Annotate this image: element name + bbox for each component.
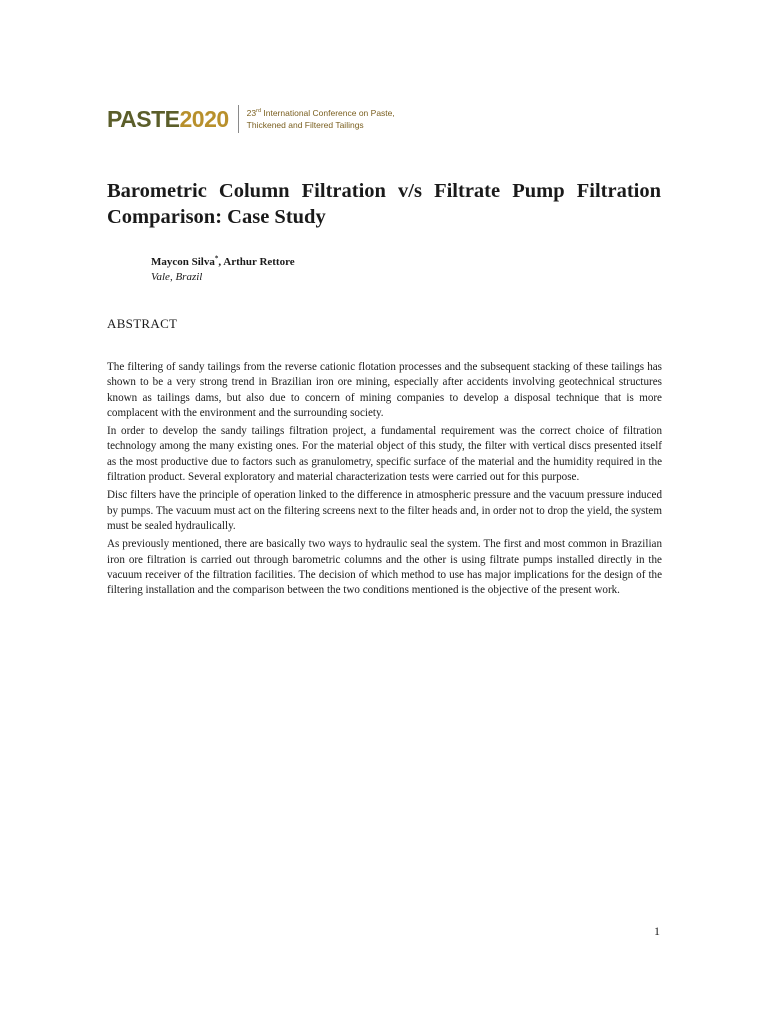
abstract-paragraph: As previously mentioned, there are basically two ways to hydraulic seal the system. The first and most common in Brazilian iron ore filtration is carried out through barometric columns and the other is using filtrate pumps installed directly in the vacuum receiver of the filtration facilities. The decision of which method to use has major implications for the design of the filtering installation and the comparison between the two conditions mentioned is the objective of the present work. <box>107 538 662 597</box>
abstract-body <box>107 360 662 601</box>
conference-name-line2: Thickened and Filtered Tailings <box>246 120 364 130</box>
abstract-heading: ABSTRACT <box>107 316 178 331</box>
conference-logo-year: 2020 <box>179 105 229 132</box>
author-first: Maycon Silva <box>151 256 215 268</box>
header-divider <box>238 105 239 133</box>
author-affiliation: Vale, Brazil <box>151 271 203 283</box>
conference-logo-paste: PASTE <box>107 105 180 132</box>
conference-name <box>247 107 395 131</box>
abstract-paragraph: The filtering of sandy tailings from the reverse cationic flotation processes and the subsequent stacking of these tailings has shown to be a very strong trend in Brazilian iron ore mining, especially after accidents involving geotechnical structures known as tailings dams, but also due to concern of mining companies to develop a disposal technique that is more complacent with the environment and the surrounding society. <box>107 361 662 419</box>
author-list <box>151 255 295 269</box>
conference-name-line1: 23rd International Conference on Paste, <box>246 108 395 118</box>
author-separator: , <box>218 256 224 268</box>
corresponding-author-marker: * <box>214 254 219 263</box>
conference-header <box>107 104 395 134</box>
paper-title: Barometric Column Filtration v/s Filtrate Pump Filtration Comparison: Case Study <box>107 180 661 228</box>
page-number: 1 <box>654 924 660 938</box>
author-second: Arthur Rettore <box>223 256 295 268</box>
abstract-paragraph: In order to develop the sandy tailings filtration project, a fundamental requirement was the correct choice of filtration technology among the many existing ones. For the material object of this study, the filter with vertical discs presented itself as the most productive due to factors such as granulometry, specific surface of the material and the humidity required in the filtration product. Several exploratory and material characterization tests were carried out for this purpose. <box>107 425 662 484</box>
abstract-paragraph: Disc filters have the principle of operation linked to the difference in atmospheric pressure and the vacuum pressure induced by pumps. The vacuum must act on the filtering screens next to the filter heads and, in order not to drop the yield, the system must be sealed hydraulically. <box>107 489 662 532</box>
